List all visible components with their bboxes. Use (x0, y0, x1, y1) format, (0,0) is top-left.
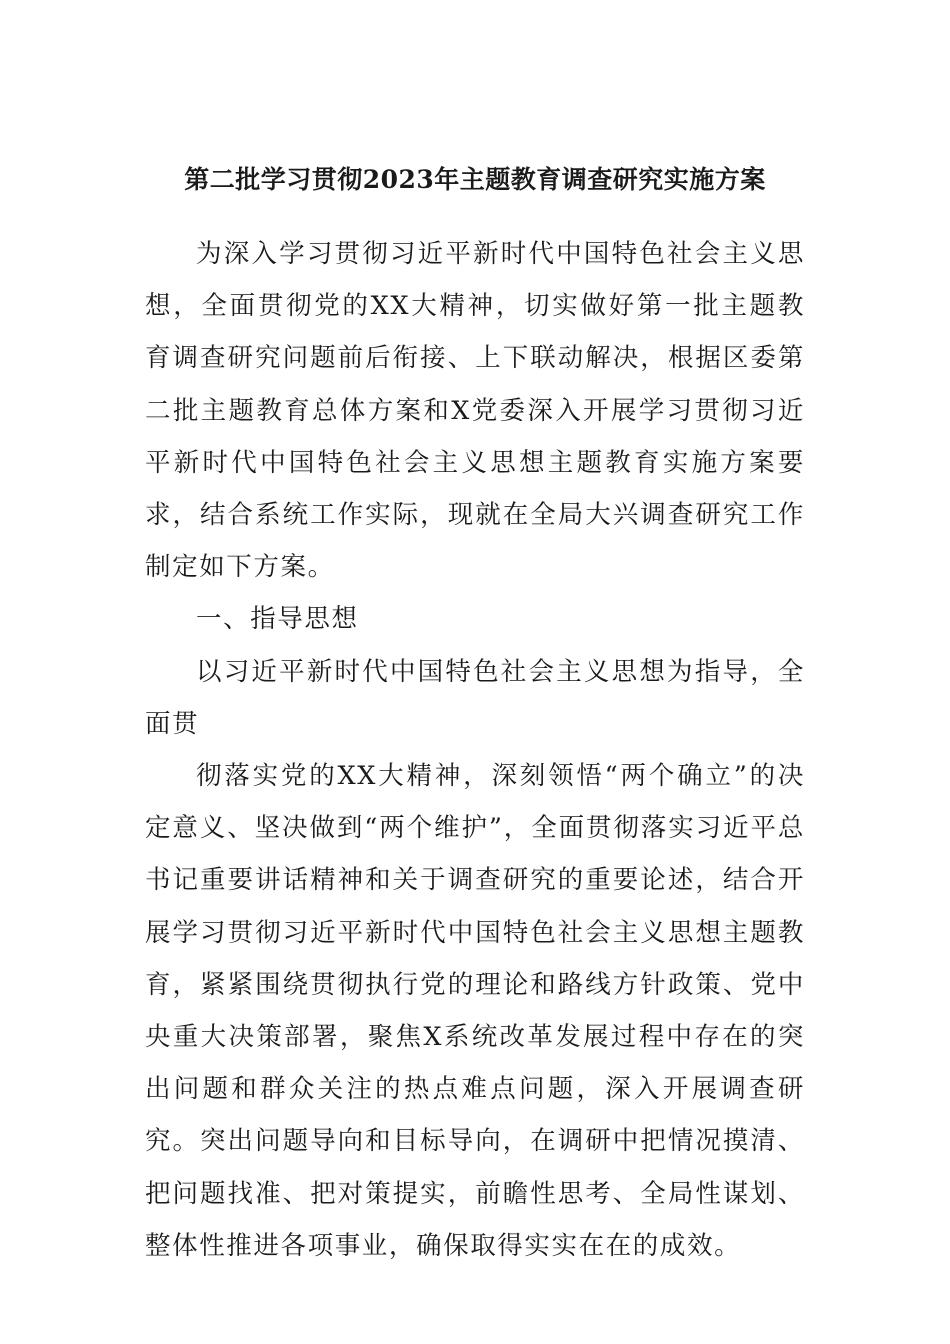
paragraph-intro: 为深入学习贯彻习近平新时代中国特色社会主义思想，全面贯彻党的XX大精神，切实做好第一批主题教育调查研究问题前后衔接、上下联动解决，根据区委第二批主题教育总体方案和X党委深入开展学习贯彻习近平新时代中国特色社会主义思想主题教育实施方案要求，结合系统工作实际，现就在全局大兴调查研究工作制定如下方案。 (145, 239, 805, 583)
document-title: 第二批学习贯彻2023年主题教育调查研究实施方案 (184, 165, 766, 194)
document-body (145, 228, 805, 1272)
section-heading-guiding-ideology: 一、指导思想 (196, 604, 359, 635)
paragraph-guiding-ideology-lead: 以习近平新时代中国特色社会主义思想为指导，全面贯 (145, 656, 805, 739)
paragraph-guiding-ideology-body: 彻落实党的XX大精神，深刻领悟“两个确立”的决定意义、坚决做到“两个维护”，全面贯彻落实习近平总书记重要讲话精神和关于调查研究的重要论述，结合开展学习贯彻习近平新时代中国特色社会主义思想主题教育，紧紧围绕贯彻执行党的理论和路线方针政策、党中央重大决策部署，聚焦X系统改革发展过程中存在的突出问题和群众关注的热点难点问题，深入开展调查研究。突出问题导向和目标导向，在调研中把情况摸清、把问题找准、把对策提实，前瞻性思考、全局性谋划、整体性推进各项事业，确保取得实实在在的成效。 (145, 761, 805, 1261)
